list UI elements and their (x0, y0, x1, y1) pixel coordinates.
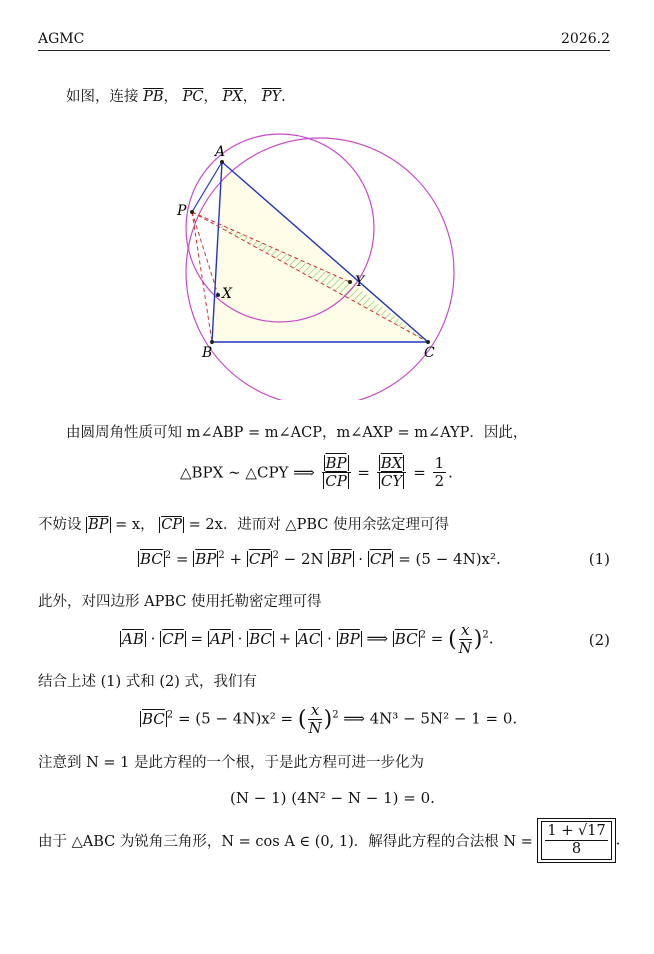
equation-1-number: (1) (588, 550, 610, 568)
label-y: Y (355, 274, 365, 290)
equation-1: $\overline{BC}$ $^2 = \overline{BP}$ $^2 + \overline{CP}$ $^2$ − 2N $\overline{BP} \cdot \overline{CP} = (5 - 4N)x^2$. (140, 550, 501, 568)
seg-pb (192, 212, 212, 342)
text-line-1: 由圆周角性质可知 m∠ABP = m∠ACP，m∠AXP = m∠AYP．因此， (66, 425, 528, 441)
similarity-equation: △BPX ∼ △CPY ⟹ $\frac{\overline{BP}}{CP}$ = $\frac{\overline{BX}}{CY}$ = $\frac{1}{2}$ . (180, 454, 453, 490)
point-b (210, 340, 214, 344)
label-c: C (424, 345, 435, 361)
intro-line: 如图，连接 $\overline{PB}$， $\overline{PC}$， $\overline{PX}$， $\overline{PY}$. (66, 89, 286, 105)
text-line-4: 结合上述 (1) 式和 (2) 式，我们有 (38, 674, 258, 690)
point-a (220, 160, 224, 164)
text-line-5: 注意到 N = 1 是此方程的一个根，于是此方程可进一步化为 (38, 755, 424, 771)
equation-4: (N − 1) (4N² − N − 1) = 0. (230, 789, 435, 807)
text-line-2: 不妨设 $\overline{BP} = x$， $\overline{CP} = 2x$．进而对 △PBC 使用余弦定理可得 (38, 517, 449, 533)
equation-2-number: (2) (588, 631, 610, 649)
text-line-3: 此外，对四边形 APBC 使用托勒密定理可得 (38, 594, 322, 610)
point-x (216, 293, 220, 297)
label-a: A (215, 144, 226, 160)
seg-px (192, 212, 218, 295)
label-p: P (177, 203, 187, 219)
label-x: X (222, 286, 232, 302)
header-right: 2026.2 (561, 31, 610, 47)
geometry-figure (170, 130, 480, 400)
point-c (426, 340, 430, 344)
point-p (190, 210, 194, 214)
answer-box: $\frac{1 + √17}{8}$ (537, 818, 615, 863)
text-line-6: 由于 △ABC 为锐角三角形，N = cos A ∈ (0, 1)．解得此方程的合法根 N = $\frac{1 + √17}{8}$ . (38, 818, 620, 863)
header-left: AGMC (38, 31, 85, 47)
label-b: B (202, 345, 213, 361)
point-y (348, 280, 352, 284)
equation-3: $\overline{BC}$ $^2$ = (5 − 4N)x² = ( $\frac{x}{N}$ )$^2$ ⟹ 4N³ − 5N² − 1 = 0. (142, 701, 518, 737)
page-header (38, 30, 610, 51)
equation-2: $\overline{AB} \cdot \overline{CP} = \overline{AP} \cdot \overline{BC} + \overline{AC} \cdot \overline{BP}$ ⟹ $\overline{BC}$ $^2$ = ( $\frac{x}{N}$ )$^2$. (122, 621, 494, 657)
